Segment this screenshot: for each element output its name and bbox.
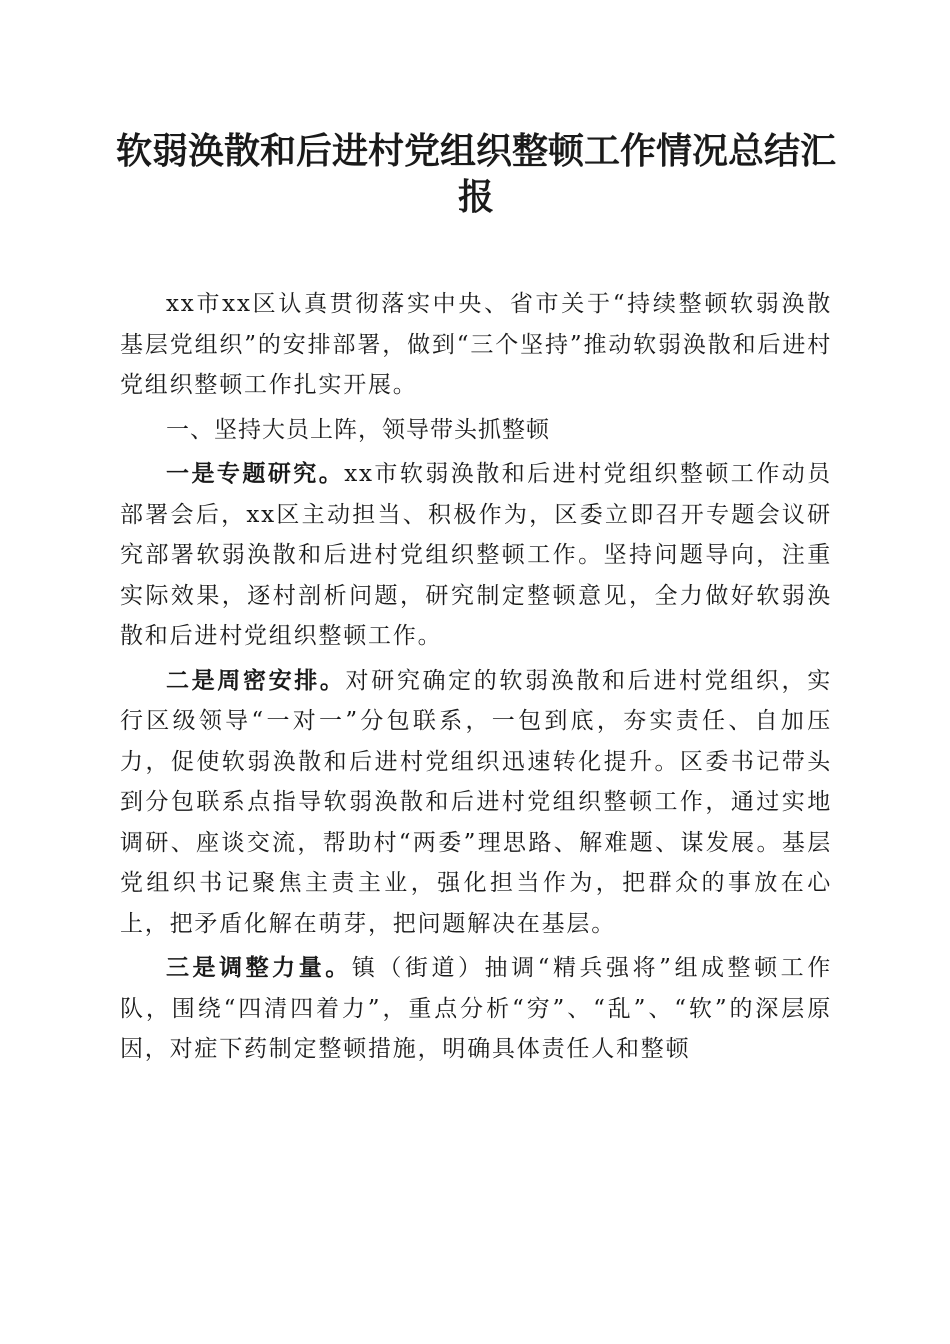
intro-paragraph: xx市xx区认真贯彻落实中央、省市关于“持续整顿软弱涣散基层党组织”的安排部署，做到“三个坚持”推动软弱涣散和后进村党组织整顿工作扎实开展。	[120, 291, 832, 398]
item-text-1: xx市软弱涣散和后进村党组织整顿工作动员部署会后，xx区主动担当、积极作为，区委立即召开专题会议研究部署软弱涣散和后进村党组织整顿工作。坚持问题导向，注重实际效果，逐村剖析问题，研究制定整顿意见，全力做好软弱涣散和后进村党组织整顿工作。	[120, 461, 832, 649]
section-heading: 一、坚持大员上阵，领导带头抓整顿	[166, 416, 550, 443]
item-paragraph-3	[120, 948, 832, 1070]
item-lead-2: 二是周密安排。	[166, 666, 346, 694]
document-page	[115, 128, 836, 1070]
item-text-3: 镇（街道）抽调“精兵强将”组成整顿工作队，围绕“四清四着力”，重点分析“穷”、“乱”、“软”的深层原因，对症下药制定整顿措施，明确具体责任人和整顿	[120, 955, 832, 1062]
item-text-2: 对研究确定的软弱涣散和后进村党组织，实行区级领导“一对一”分包联系，一包到底，夯实责任、自加压力，促使软弱涣散和后进村党组织迅速转化提升。区委书记带头到分包联系点指导软弱涣散和后进村党组织整顿工作，通过实地调研、座谈交流，帮助村“两委”理思路、解难题、谋发展。基层党组织书记聚焦主责主业，强化担当作为，把群众的事放在心上，把矛盾化解在萌芽，把问题解决在基层。	[120, 667, 833, 937]
item-paragraph-1	[120, 454, 832, 657]
document-title: 软弱涣散和后进村党组织整顿工作情况总结汇报	[115, 130, 836, 218]
item-lead-1: 一是专题研究。	[166, 460, 345, 487]
item-lead-3: 三是调整力量。	[166, 954, 352, 981]
item-paragraph-2	[120, 661, 832, 945]
document-body	[120, 284, 832, 1070]
